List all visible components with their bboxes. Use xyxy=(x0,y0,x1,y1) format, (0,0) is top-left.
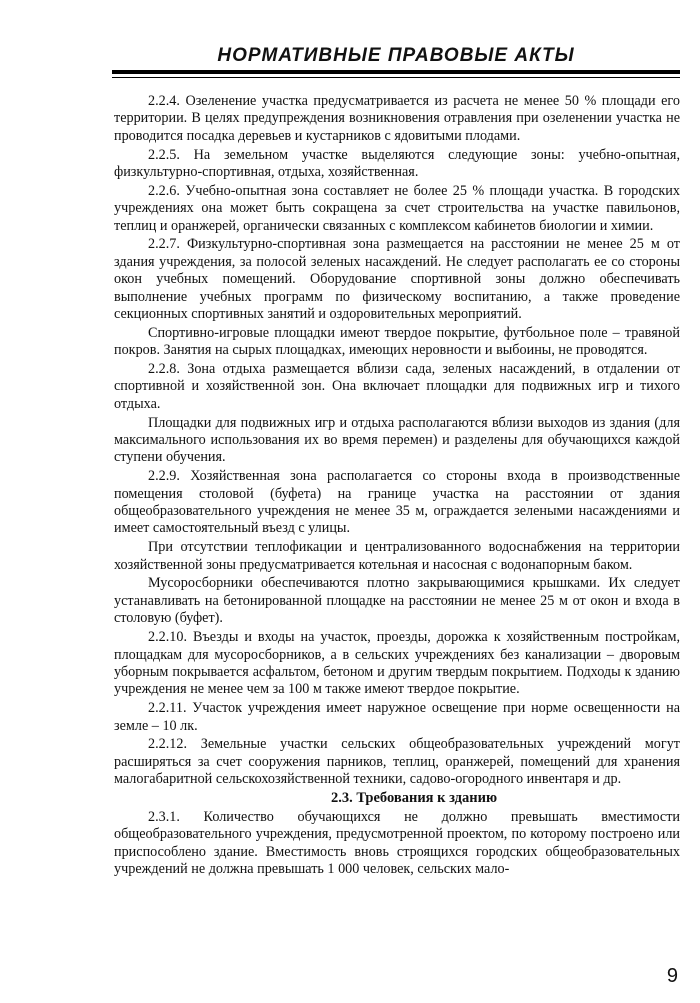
paragraph: При отсутствии теплофикации и централизованного водоснабжения на территории хозяйственной зоны предусматривается котельная и насосная с водонапорным баком. xyxy=(114,539,680,573)
paragraph: Площадки для подвижных игр и отдыха располагаются вблизи выходов из здания (для максимального использования их во время перемен) и разделены для обучающихся каждой ступени обучения. xyxy=(114,414,680,466)
paragraph: 2.2.6. Учебно-опытная зона составляет не более 25 % площади участка. В городских учреждениях она может быть сокращена за счет строительства на участке павильонов, теплиц и оранжерей, органически связанных с комплексом кабинетов биологии и химии. xyxy=(114,182,680,234)
header-rule-thick xyxy=(112,70,680,74)
page-number: 9 xyxy=(666,965,678,987)
paragraph: Спортивно-игровые площадки имеют твердое покрытие, футбольное поле – травяной покров. Занятия на сырых площадках, имеющих неровности и выбоины, не проводятся. xyxy=(114,324,680,359)
paragraph: 2.2.4. Озеленение участка предусматривается из расчета не менее 50 % площади его территории. В целях предупреждения возникновения отравления при озеленении участка не проводится посадка деревьев и кустарников с ядовитыми плодами. xyxy=(114,93,680,144)
paragraph: 2.2.12. Земельные участки сельских общеобразовательных учреждений могут расширяться за счет сооружения парников, теплиц, оранжерей, помещений для хранения малогабаритной сельскохозяйственной техники, садово-огородного инвентаря и др. xyxy=(114,736,680,788)
section-heading: 2.3. Требования к зданию xyxy=(330,789,498,806)
running-header: НОРМАТИВНЫЕ ПРАВОВЫЕ АКТЫ xyxy=(217,45,575,66)
paragraph: 2.2.9. Хозяйственная зона располагается со стороны входа в производственные помещения столовой (буфета) на границе участка на расстоянии от здания общеобразовательного учреждения не менее 35 м, ограждается зелеными насаждениями и имеет самостоятельный въезд с улицы. xyxy=(114,468,680,537)
paragraph: 2.2.7. Физкультурно-спортивная зона размещается на расстоянии не менее 25 м от здания учреждения, за полосой зеленых насаждений. Не следует располагать ее со стороны окон учебных помещений. Оборудование спортивной зоны должно обеспечивать выполнение учебных программ по физическому воспитанию, а также проведение секционных спортивных занятий и оздоровительных мероприятий. xyxy=(114,236,680,323)
paragraph: 2.2.11. Участок учреждения имеет наружное освещение при норме освещенности на земле – 10 лк. xyxy=(114,700,680,734)
paragraph: 2.2.10. Въезды и входы на участок, проезды, дорожка к хозяйственным постройкам, площадкам для мусоросборников, а в сельских учреждениях без канализации – дворовым уборным покрывается асфальтом, бетоном и другим твердым покрытием. Подходы к зданию учреждения не менее чем за 100 м также имеют твердое покрытие. xyxy=(114,629,680,698)
paragraph: Мусоросборники обеспечиваются плотно закрывающимися крышками. Их следует устанавливать на бетонированной площадке на расстоянии не менее 25 м от окон и входа в столовую (буфет). xyxy=(114,575,680,627)
header-rule-thin xyxy=(112,77,680,78)
paragraph: 2.2.8. Зона отдыха размещается вблизи сада, зеленых насаждений, в отдалении от спортивной и хозяйственной зон. Она включает площадки для подвижных игр и тихого отдыха. xyxy=(114,361,680,412)
paragraph: 2.3.1. Количество обучающихся не должно превышать вместимости общеобразовательного учреждения, предусмотренной проектом, по которому построено или приспособлено здание. Вместимость вновь строящихся городских общеобразовательных учреждений не должна превышать 1 000 человек, сельских мало- xyxy=(114,808,680,877)
paragraph: 2.2.5. На земельном участке выделяются следующие зоны: учебно-опытная, физкультурно-спортивная, отдыха, хозяйственная. xyxy=(114,146,680,181)
body-text xyxy=(114,93,680,880)
